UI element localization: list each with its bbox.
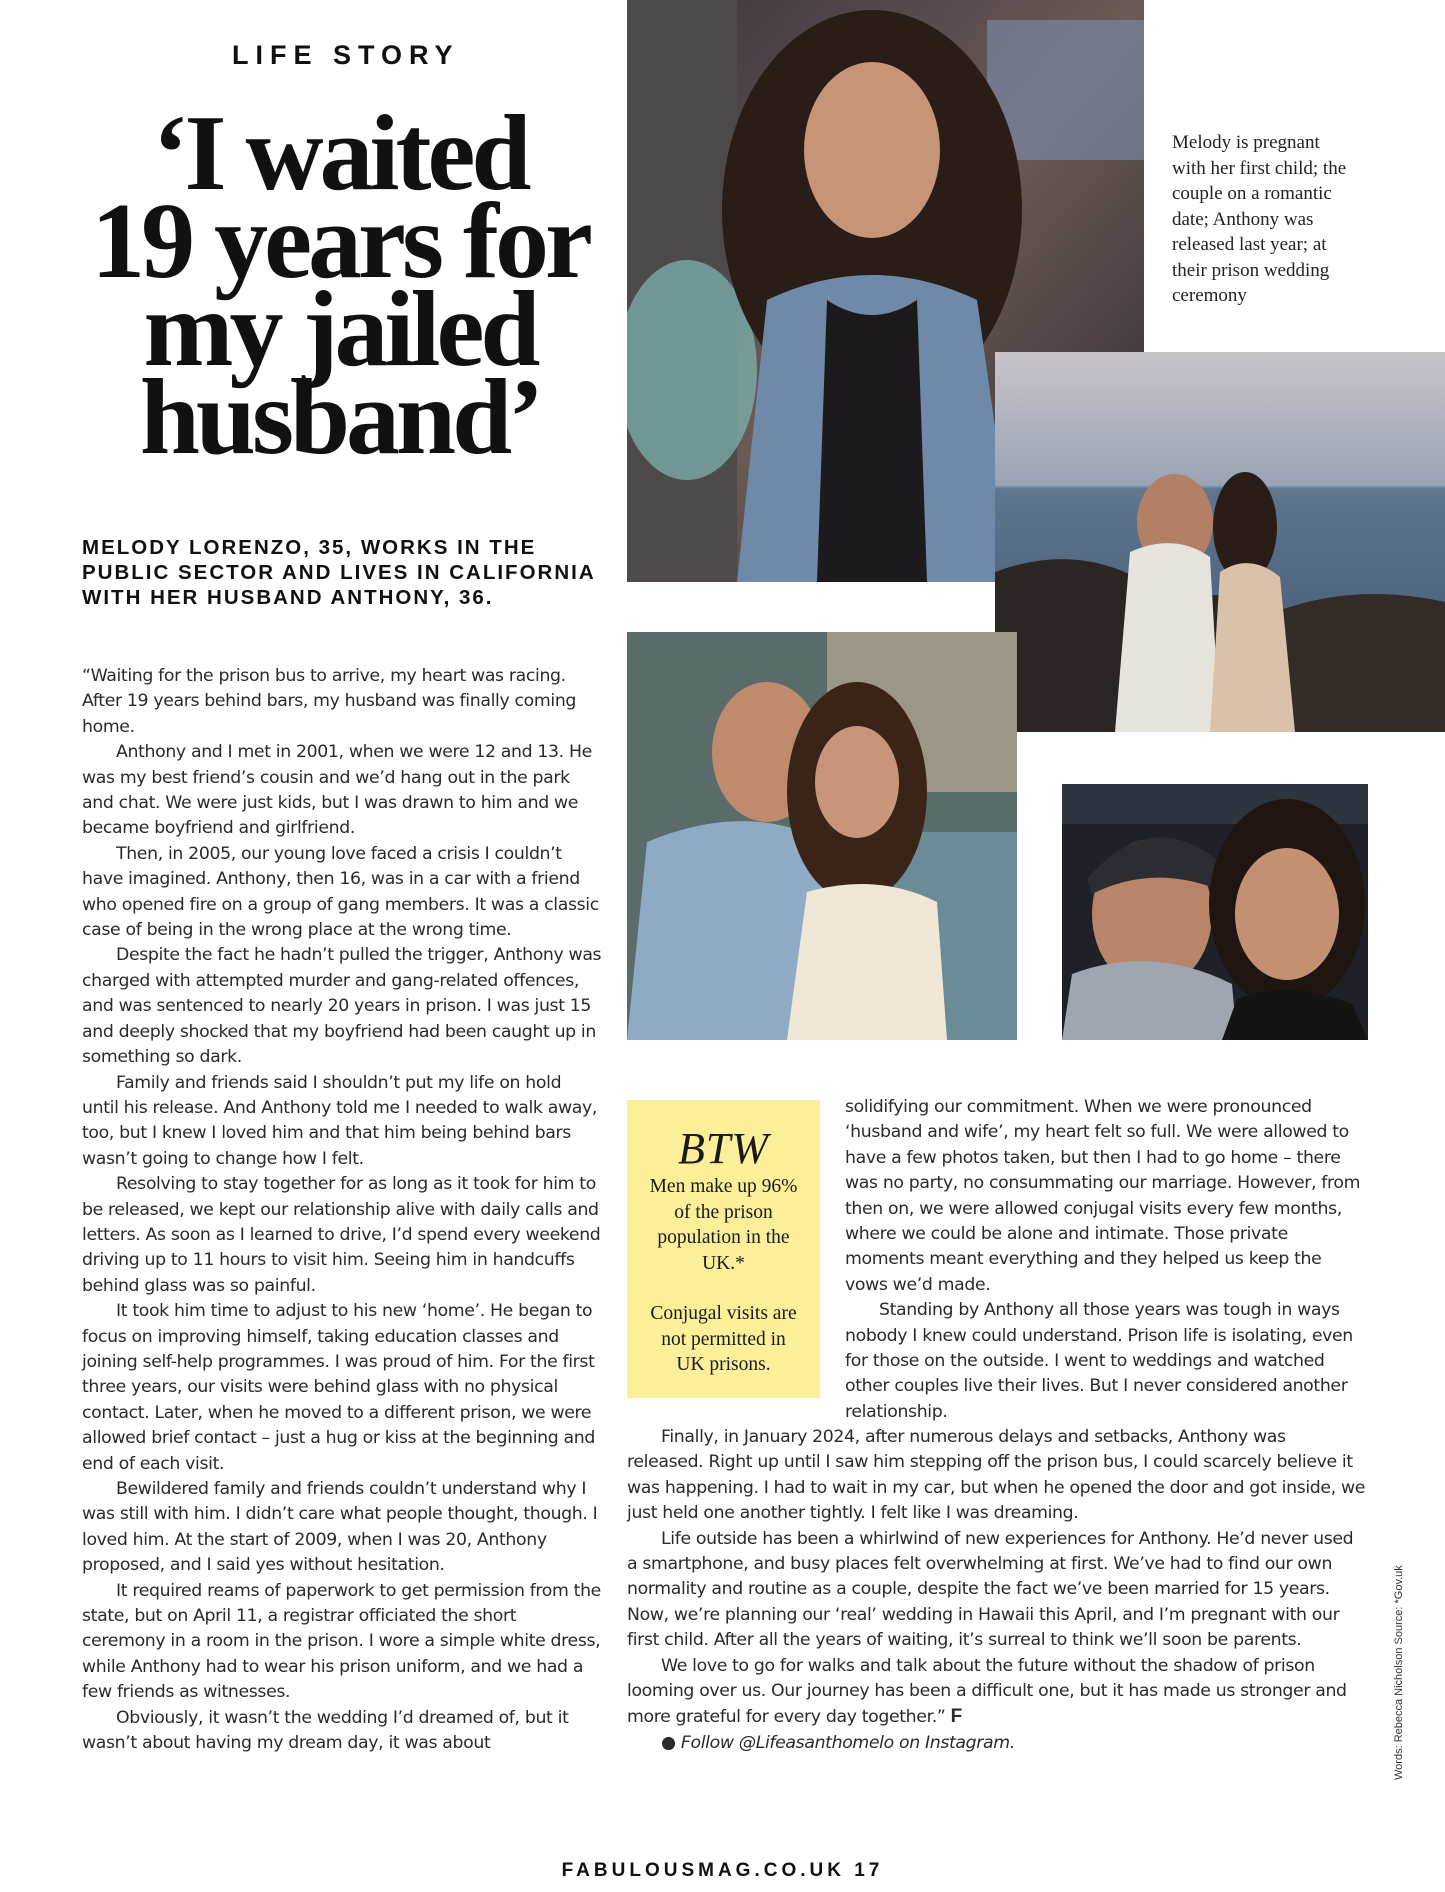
body-paragraph: It took him time to adjust to his new ‘home’. He began to focus on improving himself, taking education classes and joining self-help programmes. I was proud of him. For the first three years, our visits were behind glass with no physical contact. Later, when he moved to a different prison, we were allowed brief contact – just a hug or kiss at the beginning and end of each visit.: [82, 1301, 596, 1474]
btw-fact: Conjugal visits are not permitted in UK prisons.: [650, 1303, 797, 1375]
article-column-2-bottom: [627, 1425, 1367, 1756]
body-paragraph: solidifying our commitment. When we were pronounced ‘husband and wife’, my heart felt so full. We were allowed to have a few photos taken, but then I had to go home – there was no party, no consummating our marriage. However, from then on, we were allowed conjugal visits every few months, where we could be alone and intimate. Those private moments meant everything and they helped us keep the vows we’d made.: [845, 1097, 1361, 1295]
body-paragraph: Despite the fact he hadn’t pulled the trigger, Anthony was charged with attempted murder and gang-related offences, and was sentenced to nearly 20 years in prison. I was just 15 and deeply shocked that my boyfriend had been caught up in something so dark.: [82, 945, 602, 1068]
body-paragraph: Finally, in January 2024, after numerous delays and setbacks, Anthony was released. Right up until I saw him stepping off the prison bus, I could scarcely believe it was happening. I had to wait in my car, but when he opened the door and got inside, we just held one another tightly. I felt like I was dreaming.: [627, 1427, 1366, 1524]
body-paragraph: Family and friends said I shouldn’t put my life on hold until his release. And Anthony told me I needed to walk away, too, but I knew I loved him and that him being behind bars wasn’t going to change how I felt.: [82, 1072, 598, 1169]
body-paragraph-text: We love to go for walks and talk about the future without the shadow of prison looming over us. Our journey has been a difficult one, but it has made us stronger and more grateful for every day together.”: [627, 1655, 1347, 1728]
page-footer: FABULOUSMAG.CO.UK 17: [561, 1860, 884, 1881]
headline-line: 19 years for: [91, 182, 589, 301]
end-mark: F: [950, 1706, 962, 1728]
bullet-dot-icon: ●: [661, 1732, 676, 1753]
article-column-2-top: [845, 1095, 1365, 1425]
article-column-1: [82, 664, 602, 1756]
body-paragraph: Obviously, it wasn’t the wedding I’d dreamed of, but it wasn’t about having my dream day, it was about: [82, 1707, 569, 1754]
photo-couple-selfie: [1062, 784, 1368, 1040]
body-paragraph: It required reams of paperwork to get permission from the state, but on April 11, a registrar officiated the short ceremony in a room in the prison. I wore a simple white dress, while Anthony had to wear his prison uniform, and we had a few friends as witnesses.: [82, 1580, 601, 1703]
btw-factbox: [627, 1100, 820, 1398]
headline-line: ‘I waited: [152, 94, 528, 213]
photo-caption: Melody is pregnant with her first child; the couple on a romantic date; Anthony was released last year; at their prison wedding ceremony: [1172, 132, 1347, 306]
body-paragraph: Bewildered family and friends couldn’t understand why I was still with him. I didn’t care what people thought, though. I loved him. At the start of 2009, when I was 20, Anthony proposed, and I said yes without hesitation.: [82, 1479, 598, 1576]
section-kicker: LIFE STORY: [232, 40, 460, 70]
follow-link[interactable]: Follow @Lifeasanthomelo on Instagram.: [680, 1732, 1015, 1753]
body-paragraph: Then, in 2005, our young love faced a crisis I couldn’t have imagined. Anthony, then 16, was in a car with a friend who opened fire on a group of gang members. It was a classic case of being in the wrong place at the wrong time.: [82, 843, 599, 941]
body-paragraph: “Waiting for the prison bus to arrive, my heart was racing. After 19 years behind bars, my husband was finally coming home.: [82, 666, 577, 737]
photo-couple-hug: [627, 632, 1017, 1040]
photo-beach-embrace: [995, 352, 1445, 732]
credit-line: Words: Rebecca Nicholson Source: *Gov.uk: [1393, 1565, 1405, 1780]
body-paragraph: Resolving to stay together for as long as it took for him to be released, we kept our relationship alive with daily calls and letters. As soon as I learned to drive, I’d spend every weekend driving up to 11 hours to visit him. Seeing him in handcuffs behind glass was so painful.: [82, 1174, 601, 1296]
headline: [40, 94, 640, 477]
follow-line: [627, 1731, 1367, 1756]
standfirst: MELODY LORENZO, 35, WORKS IN THE PUBLIC SECTOR AND LIVES IN CALIFORNIA WITH HER HUSBAND ANTHONY, 36.: [82, 536, 595, 609]
headline-line: husband’: [139, 358, 541, 477]
body-paragraph: Life outside has been a whirlwind of new experiences for Anthony. He’d never used a smartphone, and busy places felt overwhelming at first. We’ve had to find our own normality and routine as a couple, despite the fact we’ve been married for 15 years. Now, we’re planning our ‘real’ wedding in Hawaii this April, and I’m pregnant with our first child. After all the years of waiting, it’s surreal to think we’ll soon be parents.: [627, 1528, 1354, 1651]
body-paragraph: Anthony and I met in 2001, when we were 12 and 13. He was my best friend’s cousin and we’d hang out in the park and chat. We were just kids, but I was drawn to him and we became boyfriend and girlfriend.: [82, 742, 592, 839]
btw-title: BTW: [678, 1124, 769, 1173]
btw-fact: Men make up 96% of the prison population in the UK.*: [649, 1176, 798, 1274]
headline-line: my jailed: [143, 270, 537, 389]
body-paragraph: Standing by Anthony all those years was tough in ways nobody I knew could understand. Prison life is isolating, even for those on the outside. I went to weddings and watched other couples live their lives. But I never considered another relationship.: [845, 1300, 1353, 1422]
body-paragraph: [627, 1654, 1367, 1731]
